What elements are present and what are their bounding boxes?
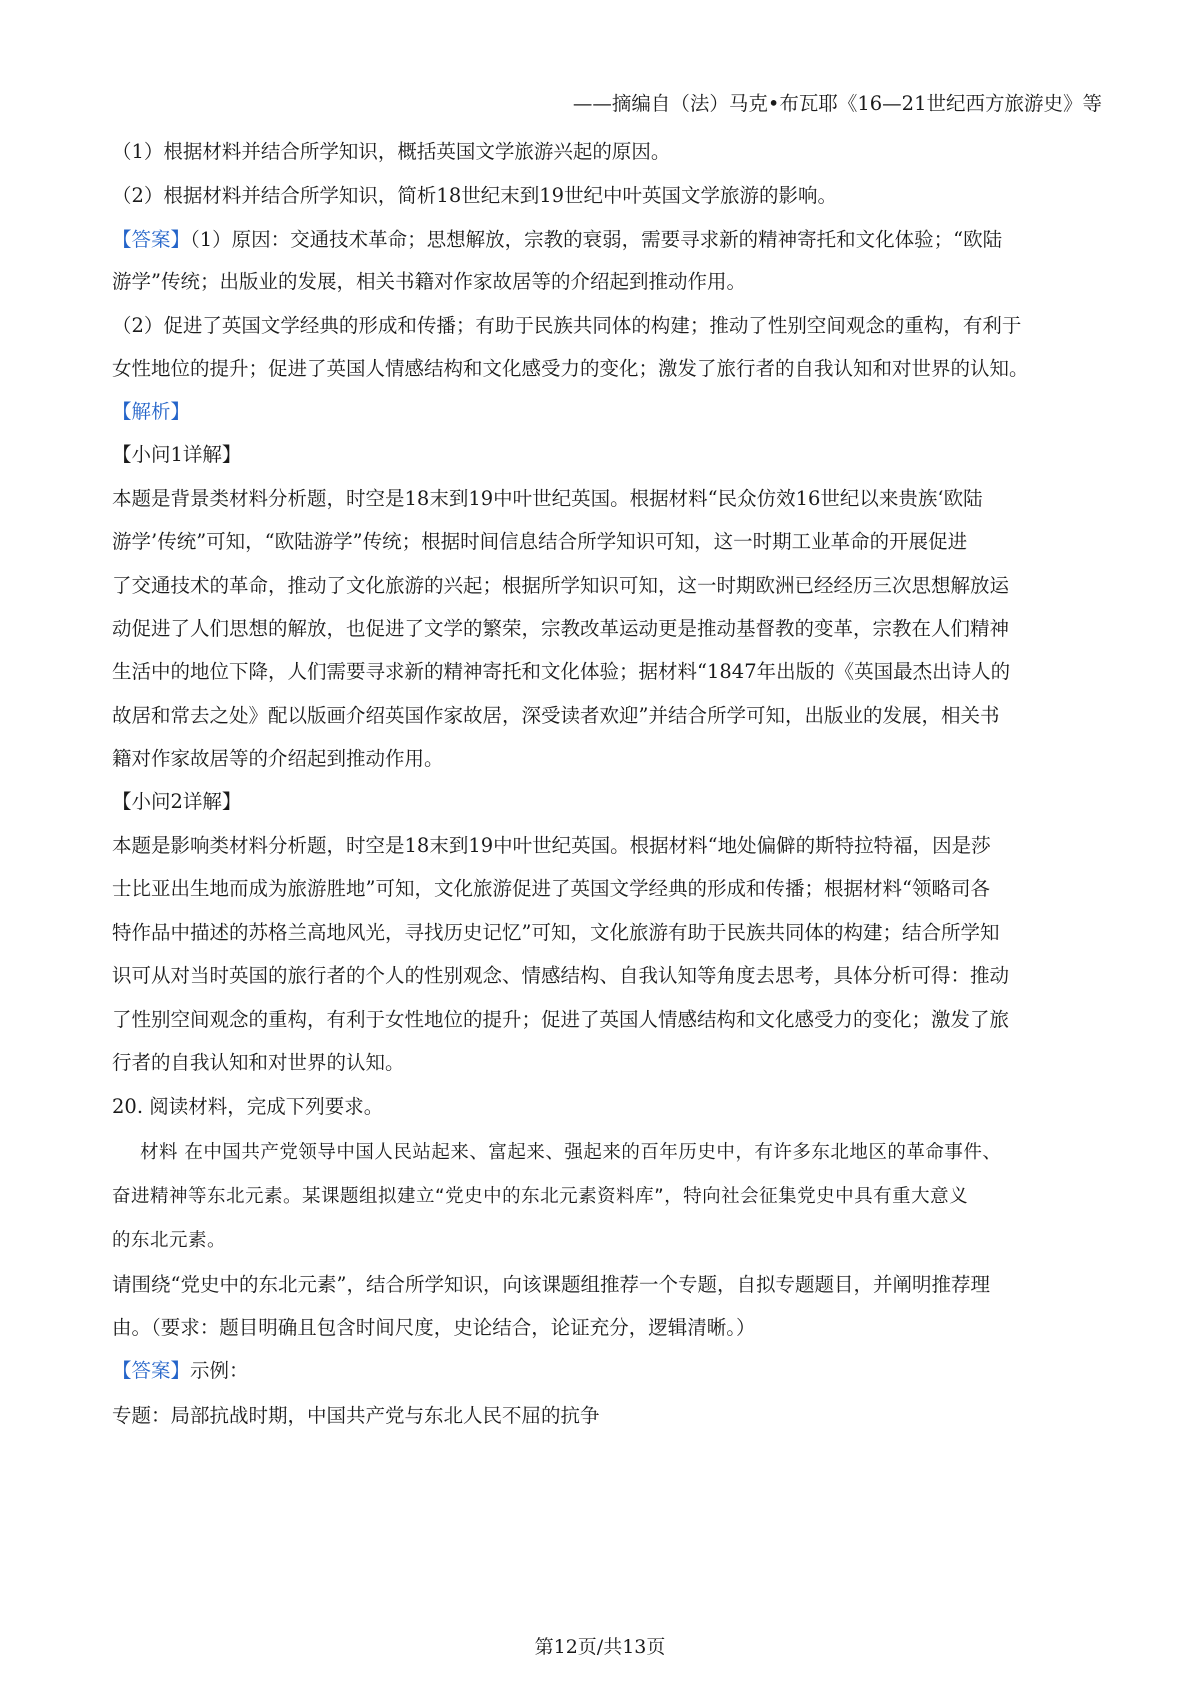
answer-tag: 【答案】 <box>112 228 191 251</box>
sub-2-paragraph-line: 行者的自我认知和对世界的认知。 <box>112 1051 405 1074</box>
answer-20 <box>112 1357 1102 1385</box>
sub-1-paragraph-line: 了交通技术的革命，推动了文化旅游的兴起；根据所学知识可知，这一时期欧洲已经经历三次思想解放运 <box>112 574 1010 597</box>
material-line: 奋进精神等东北元素。某课题组拟建立“党史中的东北元素资料库”，特向社会征集党史中具有重大意义 <box>112 1186 969 1207</box>
answer-19-part-2-line-1: （2）促进了英国文学经典的形成和传播；有助于民族共同体的构建；推动了性别空间观念的重构，有利于 <box>112 314 1022 337</box>
sub-2-paragraph-line: 了性别空间观念的重构，有利于女性地位的提升；促进了英国人情感结构和文化感受力的变化；激发了旅 <box>112 1008 1010 1031</box>
sub-1-paragraph-line: 籍对作家故居等的介绍起到推动作用。 <box>112 747 444 770</box>
answer-19-part-1-line-1 <box>112 226 1102 254</box>
sub-2-paragraph-line: 特作品中描述的苏格兰高地风光，寻找历史记忆”可知，文化旅游有助于民族共同体的构建；结合所学知 <box>112 921 1000 944</box>
source-citation: ——摘编自（法）马克•布瓦耶《16—21世纪西方旅游史》等 <box>572 92 1102 115</box>
sub-1-paragraph-line: 本题是背景类材料分析题，时空是18末到19中叶世纪英国。根据材料“民众仿效16世纪以来贵族‘欧陆 <box>112 487 983 510</box>
sub-2-paragraph-line: 识可从对当时英国的旅行者的个人的性别观念、情感结构、自我认知等角度去思考，具体分析可得：推动 <box>112 964 1010 987</box>
question-20-request-line-2: 由。（要求：题目明确且包含时间尺度，史论结合，论证充分，逻辑清晰。） <box>112 1316 756 1339</box>
question-20-title: 20. 阅读材料，完成下列要求。 <box>112 1095 384 1118</box>
page-number: 第12页/共13页 <box>534 1636 666 1658</box>
analysis-tag: 【解析】 <box>112 400 191 423</box>
material-line: 的东北元素。 <box>112 1230 227 1251</box>
sub-question-1-heading: 【小问1详解】 <box>112 443 242 466</box>
answer-tag: 【答案】 <box>112 1359 191 1382</box>
sub-1-paragraph-line: 生活中的地位下降，人们需要寻求新的精神寄托和文化体验；据材料“1847年出版的《英国最杰出诗人的 <box>112 660 1011 683</box>
analysis-heading <box>112 398 1102 426</box>
answer-19-part-2-line-2: 女性地位的提升；促进了英国人情感结构和文化感受力的变化；激发了旅行者的自我认知和对世界的认知。 <box>112 357 1029 380</box>
topic-line: 专题：局部抗战时期，中国共产党与东北人民不屈的抗争 <box>112 1404 600 1427</box>
answer-20-text: 示例： <box>190 1359 249 1382</box>
material-line: 材料 在中国共产党领导中国人民站起来、富起来、强起来的百年历史中，有许多东北地区的革命事件、 <box>140 1142 1002 1163</box>
question-20-request-line-1: 请围绕“党史中的东北元素”，结合所学知识，向该课题组推荐一个专题，自拟专题题目，并阐明推荐理 <box>112 1273 990 1296</box>
sub-1-paragraph-line: 动促进了人们思想的解放，也促进了文学的繁荣，宗教改革运动更是推动基督教的变革，宗教在人们精神 <box>112 617 1010 640</box>
answer-19-part-1-line-2: 游学”传统；出版业的发展，相关书籍对作家故居等的介绍起到推动作用。 <box>112 270 746 293</box>
sub-1-paragraph-line: 游学’传统”可知，“欧陆游学”传统；根据时间信息结合所学知识可知，这一时期工业革命的开展促进 <box>112 530 968 553</box>
question-19-part-1: （1）根据材料并结合所学知识，概括英国文学旅游兴起的原因。 <box>112 140 671 163</box>
sub-1-paragraph-line: 故居和常去之处》配以版画介绍英国作家故居，深受读者欢迎”并结合所学可知，出版业的发展，相关书 <box>112 704 1000 727</box>
answer-text: （1）原因：交通技术革命；思想解放，宗教的衰弱，需要寻求新的精神寄托和文化体验；“欧陆 <box>190 228 1003 251</box>
question-19-part-2: （2）根据材料并结合所学知识，简析18世纪末到19世纪中叶英国文学旅游的影响。 <box>112 184 838 207</box>
sub-question-2-heading: 【小问2详解】 <box>112 790 242 813</box>
sub-2-paragraph-line: 士比亚出生地而成为旅游胜地”可知，文化旅游促进了英国文学经典的形成和传播；根据材料“领略司各 <box>112 877 990 900</box>
sub-2-paragraph-line: 本题是影响类材料分析题，时空是18末到19中叶世纪英国。根据材料“地处偏僻的斯特拉特福，因是莎 <box>112 834 991 857</box>
